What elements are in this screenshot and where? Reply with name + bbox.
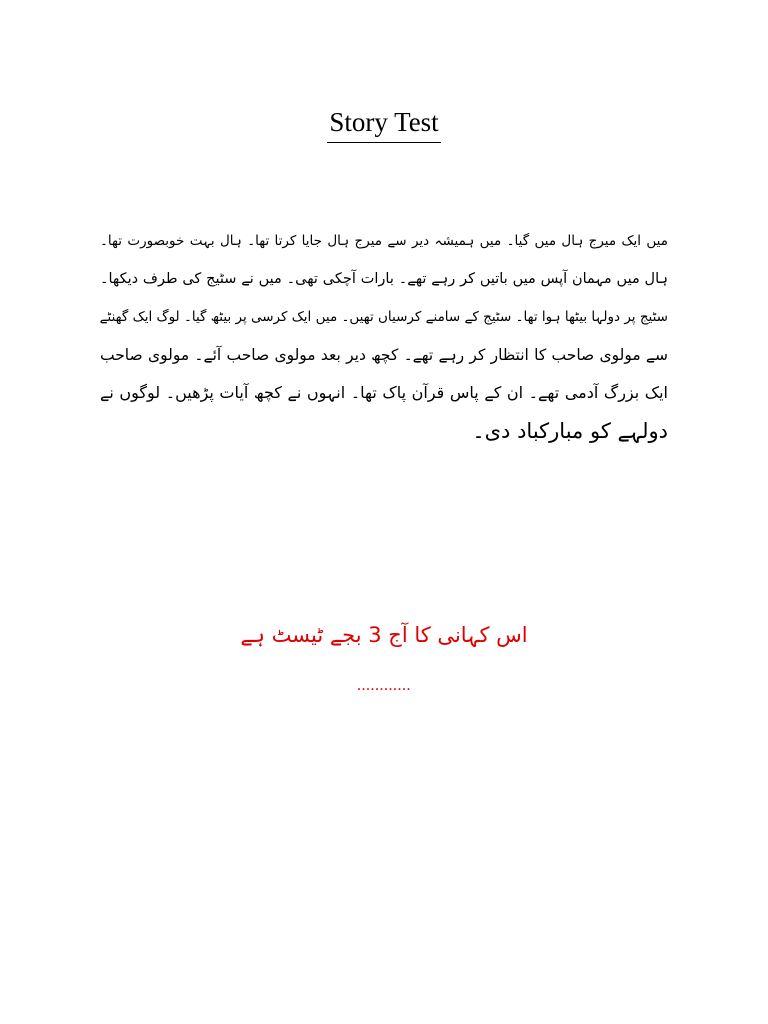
document-title-text: Story Test: [327, 104, 440, 143]
story-paragraph: [100, 222, 668, 450]
story-line: ایک بزرگ آدمی تھے۔ ان کے پاس قرآن پاک تھا۔ انہوں نے کچھ آیات پڑھیں۔ لوگوں نے: [100, 383, 668, 402]
story-line: سٹیج پر دولہا بیٹھا ہوا تھا۔ سٹیج کے سامنے کرسیاں تھیں۔ میں ایک کرسی پر بیٹھ گیا۔ لوگ ایک گھنٹے: [100, 309, 668, 325]
dotted-leader: ............: [357, 677, 411, 694]
test-notice: اس کہانی کا آج 3 بجے ٹیسٹ ہے: [240, 623, 528, 647]
story-line: دولہے کو مبارکباد دی۔: [472, 419, 668, 443]
document-title: [0, 104, 768, 143]
story-line: ہال میں مہمان آپس میں باتیں کر رہے تھے۔ بارات آچکی تھی۔ میں نے سٹیج کی طرف دیکھا۔: [100, 271, 668, 287]
story-line: سے مولوی صاحب کا انتظار کر رہے تھے۔ کچھ دیر بعد مولوی صاحب آئے۔ مولوی صاحب: [100, 346, 668, 364]
story-line: میں ایک میرج ہال میں گیا۔ میں ہمیشہ دیر سے میرج ہال جایا کرتا تھا۔ ہال بہت خوبصورت تھا۔: [100, 233, 668, 249]
